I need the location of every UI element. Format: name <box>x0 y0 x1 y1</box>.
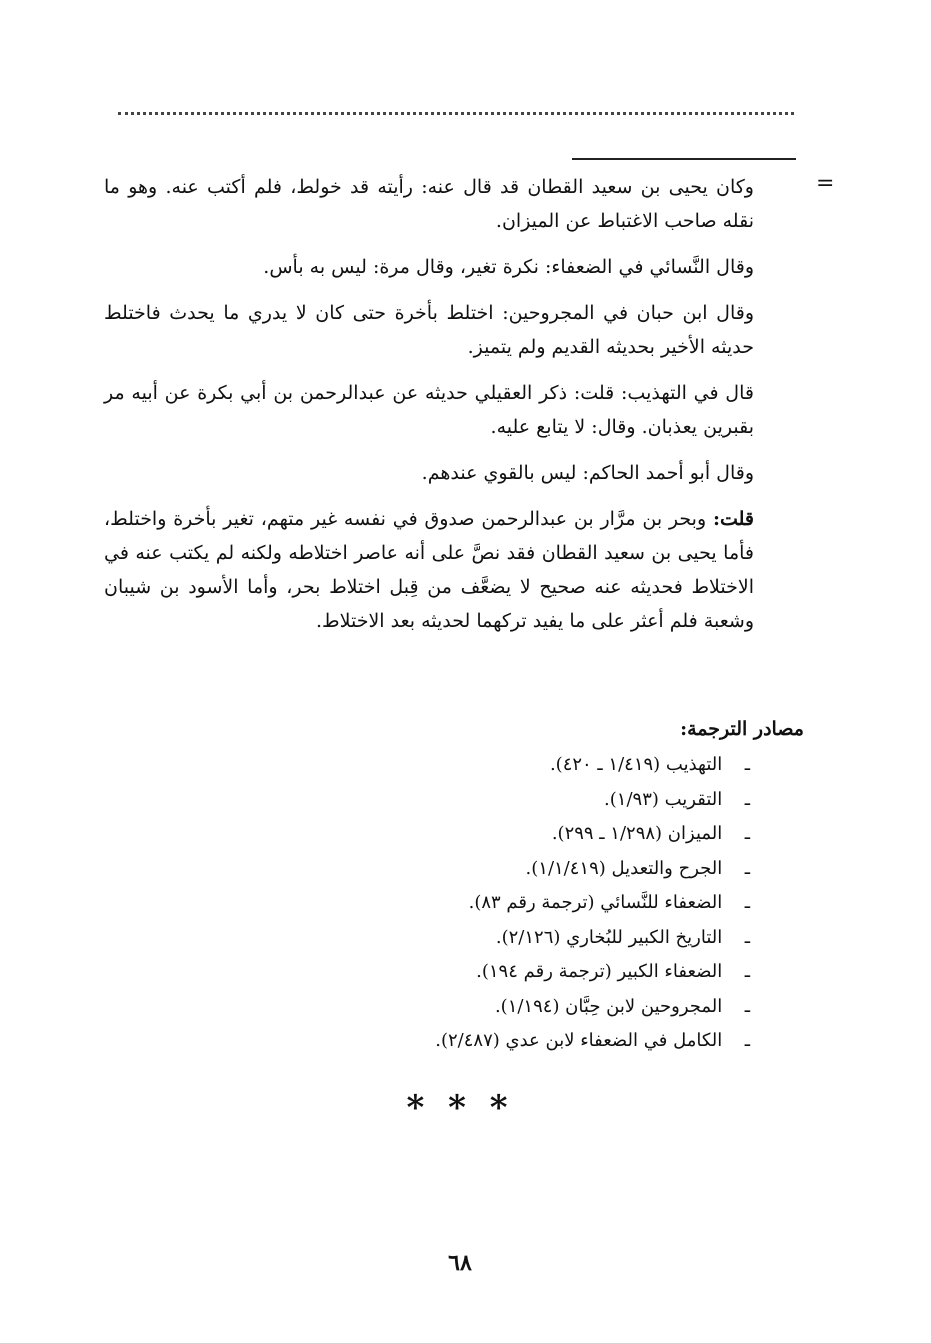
paragraph: وقال ابن حبان في المجروحين: اختلط بأخرة حتى كان لا يدري ما يحدث فاختلط حديثه الأخير بحديثه القديم ولم يتميز. <box>104 302 754 358</box>
paragraph: قال في التهذيب: قلت: ذكر العقيلي حديثه عن عبدالرحمن بن أبي بكرة عن أبيه مر بقبرين يعذبان. وقال: لا يتابع عليه. <box>104 382 754 438</box>
page-number: ٦٨ <box>448 1250 472 1276</box>
list-item: ـ الجرح والتعديل (١/١/٤١٩). <box>525 857 750 879</box>
list-item: ـ التهذيب (١/٤١٩ ـ ٤٢٠). <box>549 754 750 775</box>
list-item: ـ الميزان (١/٢٩٨ ـ ٢٩٩). <box>551 823 750 844</box>
footnote-rule <box>572 158 796 160</box>
list-item: ـ الضعفاء للنَّسائي (ترجمة رقم ٨٣). <box>468 892 750 913</box>
paragraph: قلت: وبحر بن مرَّار بن عبدالرحمن صدوق في نفسه غير متهم، تغير بأخرة واختلط، فأما يحيى بن سعيد القطان فقد نصَّ على أنه عاصر اختلاطه ولكنه لم يكتب عنه في الاختلاط فحديثه عنه صحيح لا يضعَّف من قِبل اختلاط بحر، وأما الأسود بن شيبان وشعبة فلم أعثر على ما يفيد تركهما لحديثه بعد الاختلاط. <box>104 508 754 632</box>
paragraph-lead: قلت: <box>712 508 754 530</box>
list-item: ـ المجروحين لابن حِبَّان (١/١٩٤). <box>494 995 750 1017</box>
sources-list <box>400 748 804 1059</box>
continuation-marker: = <box>816 171 835 196</box>
sources-section <box>400 714 804 1059</box>
list-item: ـ التقريب (١/٩٣). <box>604 788 750 810</box>
main-text <box>104 170 754 650</box>
paragraph: وقال أبو أحمد الحاكم: ليس بالقوي عندهم. <box>421 462 754 484</box>
paragraph: وكان يحيى بن سعيد القطان قد قال عنه: رأيته قد خولط، فلم أكتب عنه. وهو ما نقله صاحب الاغتباط عن الميزان. <box>104 176 754 232</box>
list-item: ـ الكامل في الضعفاء لابن عدي (٢/٤٨٧). <box>435 1030 750 1051</box>
paragraph: وقال النَّسائي في الضعفاء: نكرة تغير، وقال مرة: ليس به بأس. <box>263 256 754 278</box>
section-separator: * * * <box>406 1088 514 1128</box>
list-item: ـ الضعفاء الكبير (ترجمة رقم ١٩٤). <box>476 961 750 982</box>
dotted-header-line <box>118 112 794 115</box>
list-item: ـ التاريخ الكبير للبُخاري (٢/١٢٦). <box>495 926 750 948</box>
sources-title: مصادر الترجمة: <box>680 718 804 740</box>
